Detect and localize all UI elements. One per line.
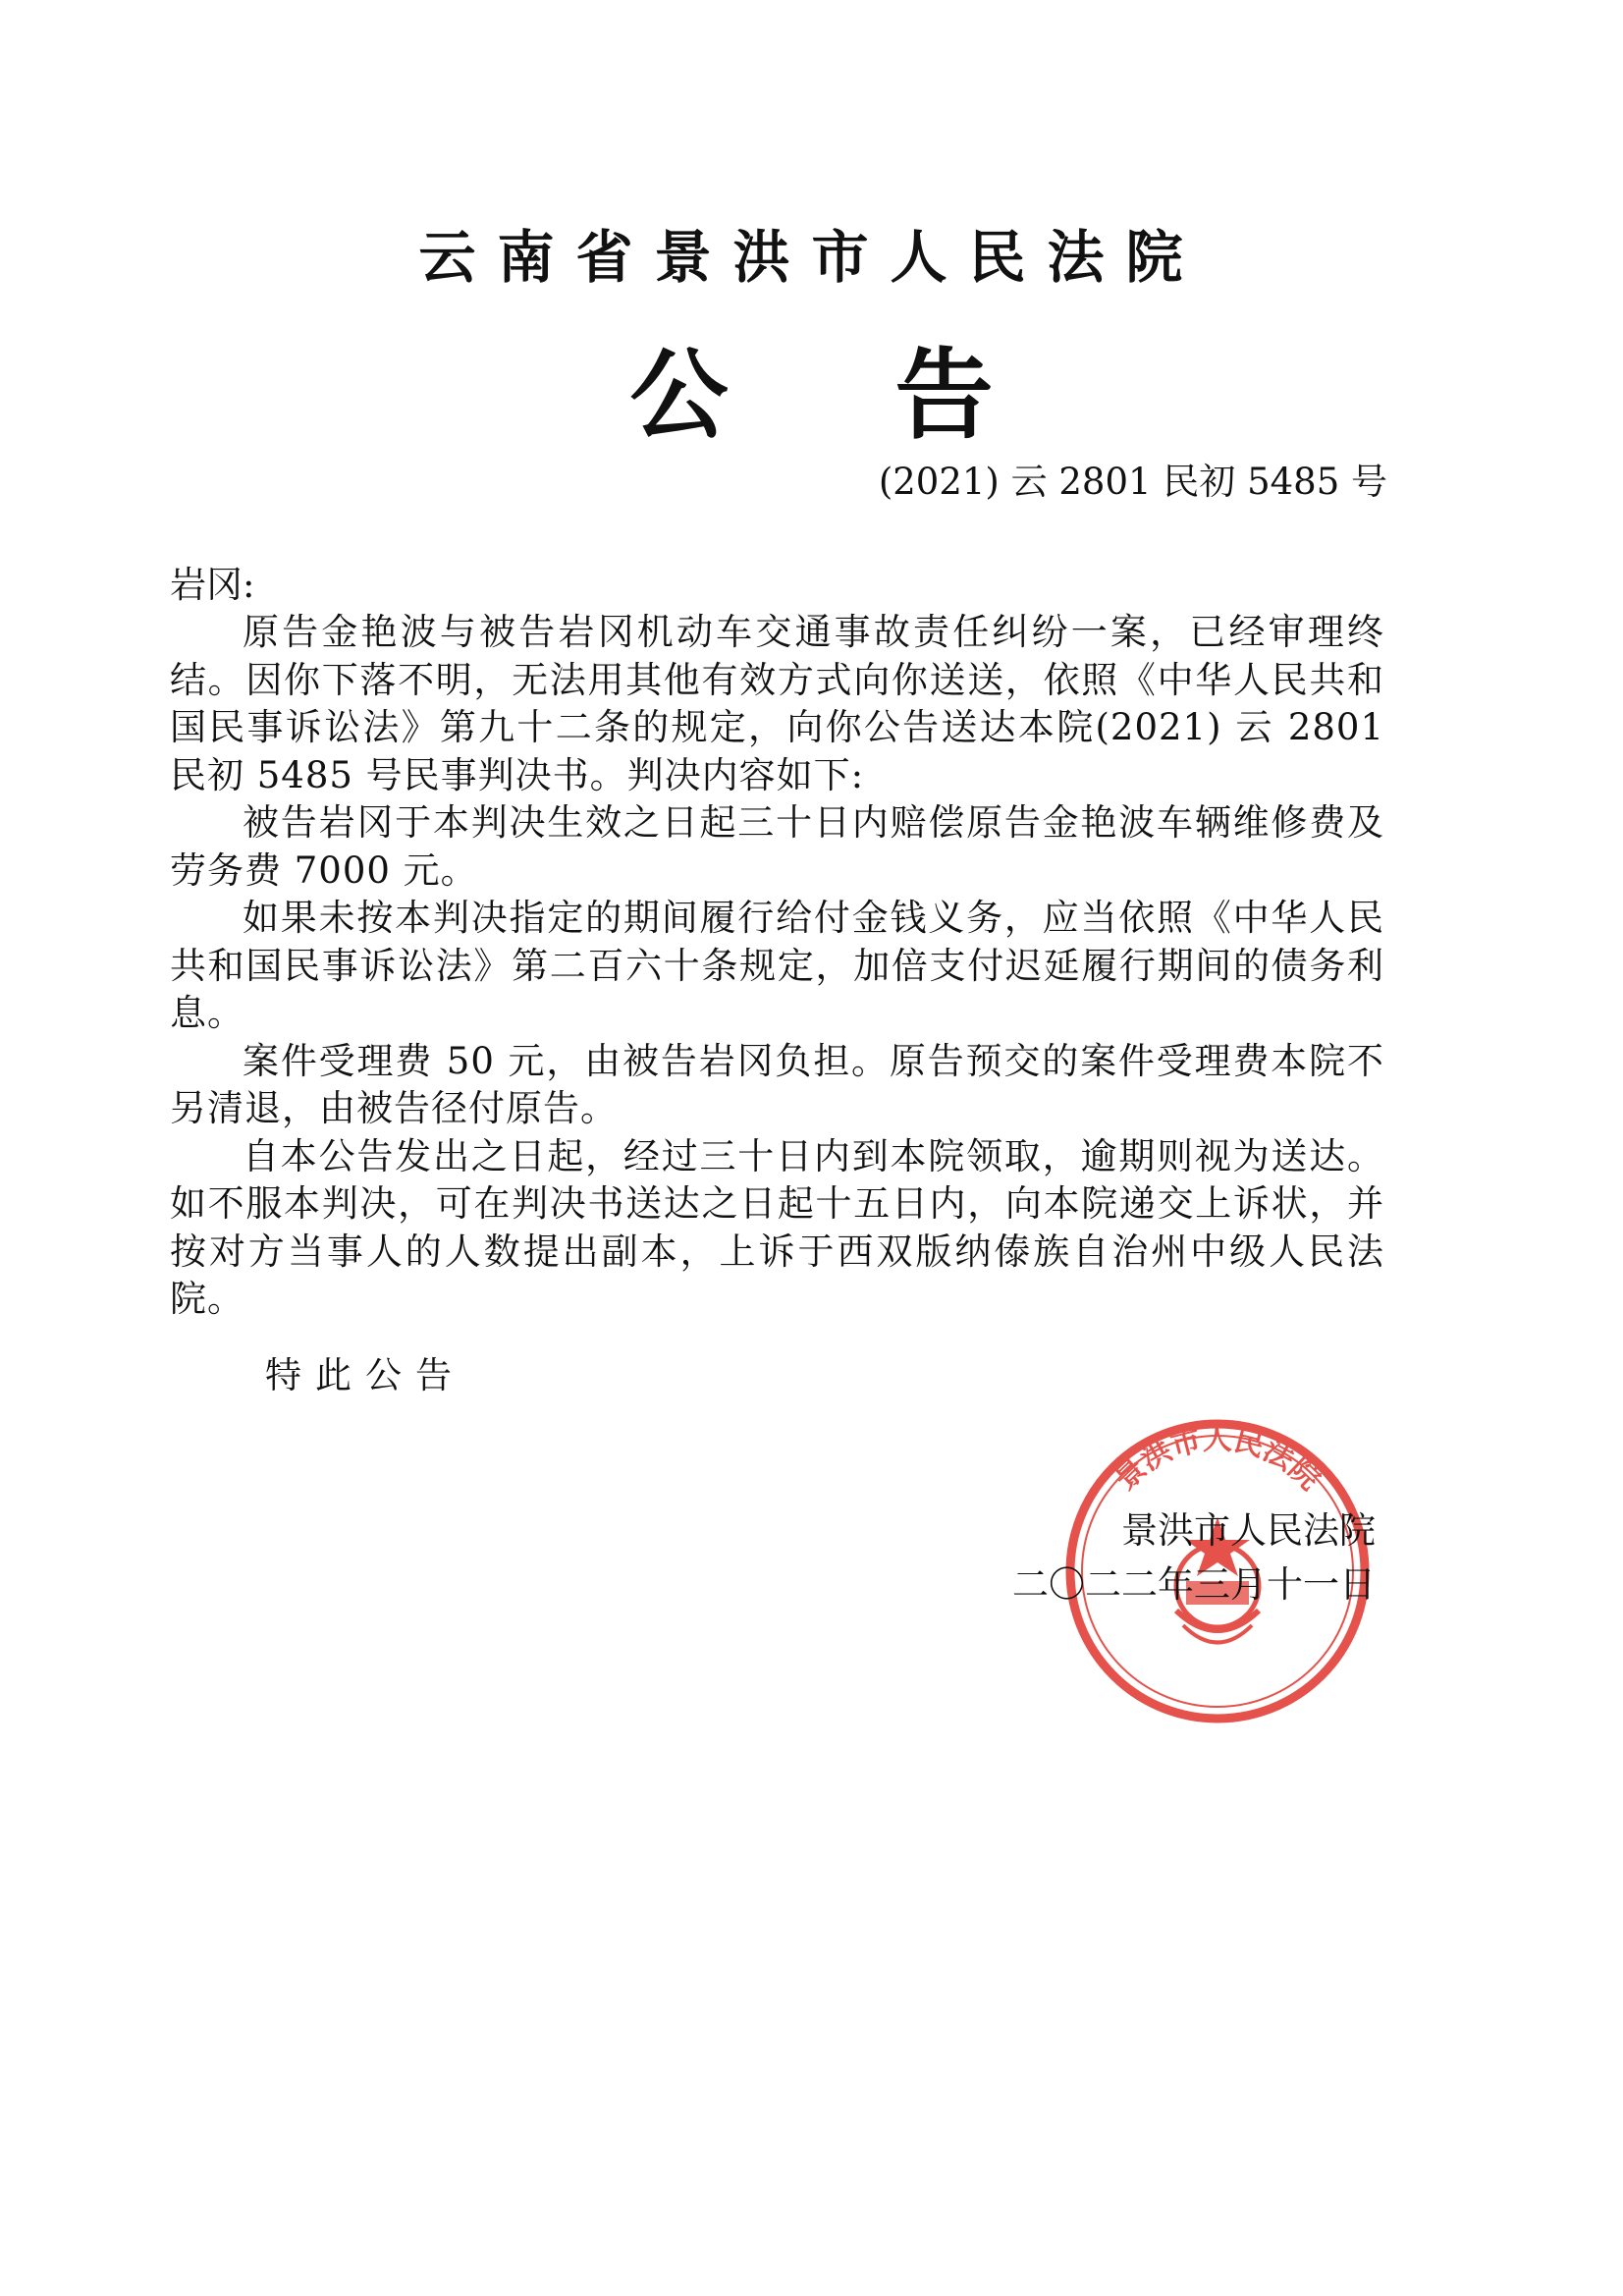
paragraph-appeal-notice: 自本公告发出之日起，经过三十日内到本院领取，逾期则视为送达。如不服本判决，可在判决书送达之日起十五日内，向本院递交上诉状，并按对方当事人的人数提出副本，上诉于西双版纳傣族自治州中级人民法院。 (170, 1134, 1384, 1320)
closing-phrase: 特此公告 (265, 1354, 465, 1396)
case-number: (2021) 云 2801 民初 5485 号 (878, 461, 1387, 503)
court-name: 云南省景洪市人民法院 (418, 224, 1205, 291)
document-title: 公告 (629, 337, 1161, 453)
signature-court: 景洪市人民法院 (1121, 1509, 1376, 1552)
paragraph-judgment-compensation: 被告岩冈于本判决生效之日起三十日内赔偿原告金艳波车辆维修费及劳务费 7000 元。 (170, 801, 1384, 892)
paragraph-delayed-performance: 如果未按本判决指定的期间履行给付金钱义务，应当依照《中华人民共和国民事诉讼法》第二百六十条规定，加倍支付迟延履行期间的债务利息。 (170, 897, 1384, 1034)
paragraph-case-summary: 原告金艳波与被告岩冈机动车交通事故责任纠纷一案，已经审理终结。因你下落不明，无法用其他有效方式向你送送，依照《中华人民共和国民事诉讼法》第九十二条的规定，向你公告送达本院(2021) 云 2801 民初 5485 号民事判决书。判决内容如下: (170, 611, 1384, 796)
svg-text:景洪市人民法院: 景洪市人民法院 (1108, 1422, 1327, 1498)
addressee: 岩冈: (170, 564, 255, 606)
paragraph-court-fee: 案件受理费 50 元，由被告岩冈负担。原告预交的案件受理费本院不另清退，由被告径付原告。 (170, 1039, 1384, 1129)
signature-date: 二〇二二年三月十一日 (1012, 1563, 1376, 1606)
notice-body (170, 609, 1384, 1324)
